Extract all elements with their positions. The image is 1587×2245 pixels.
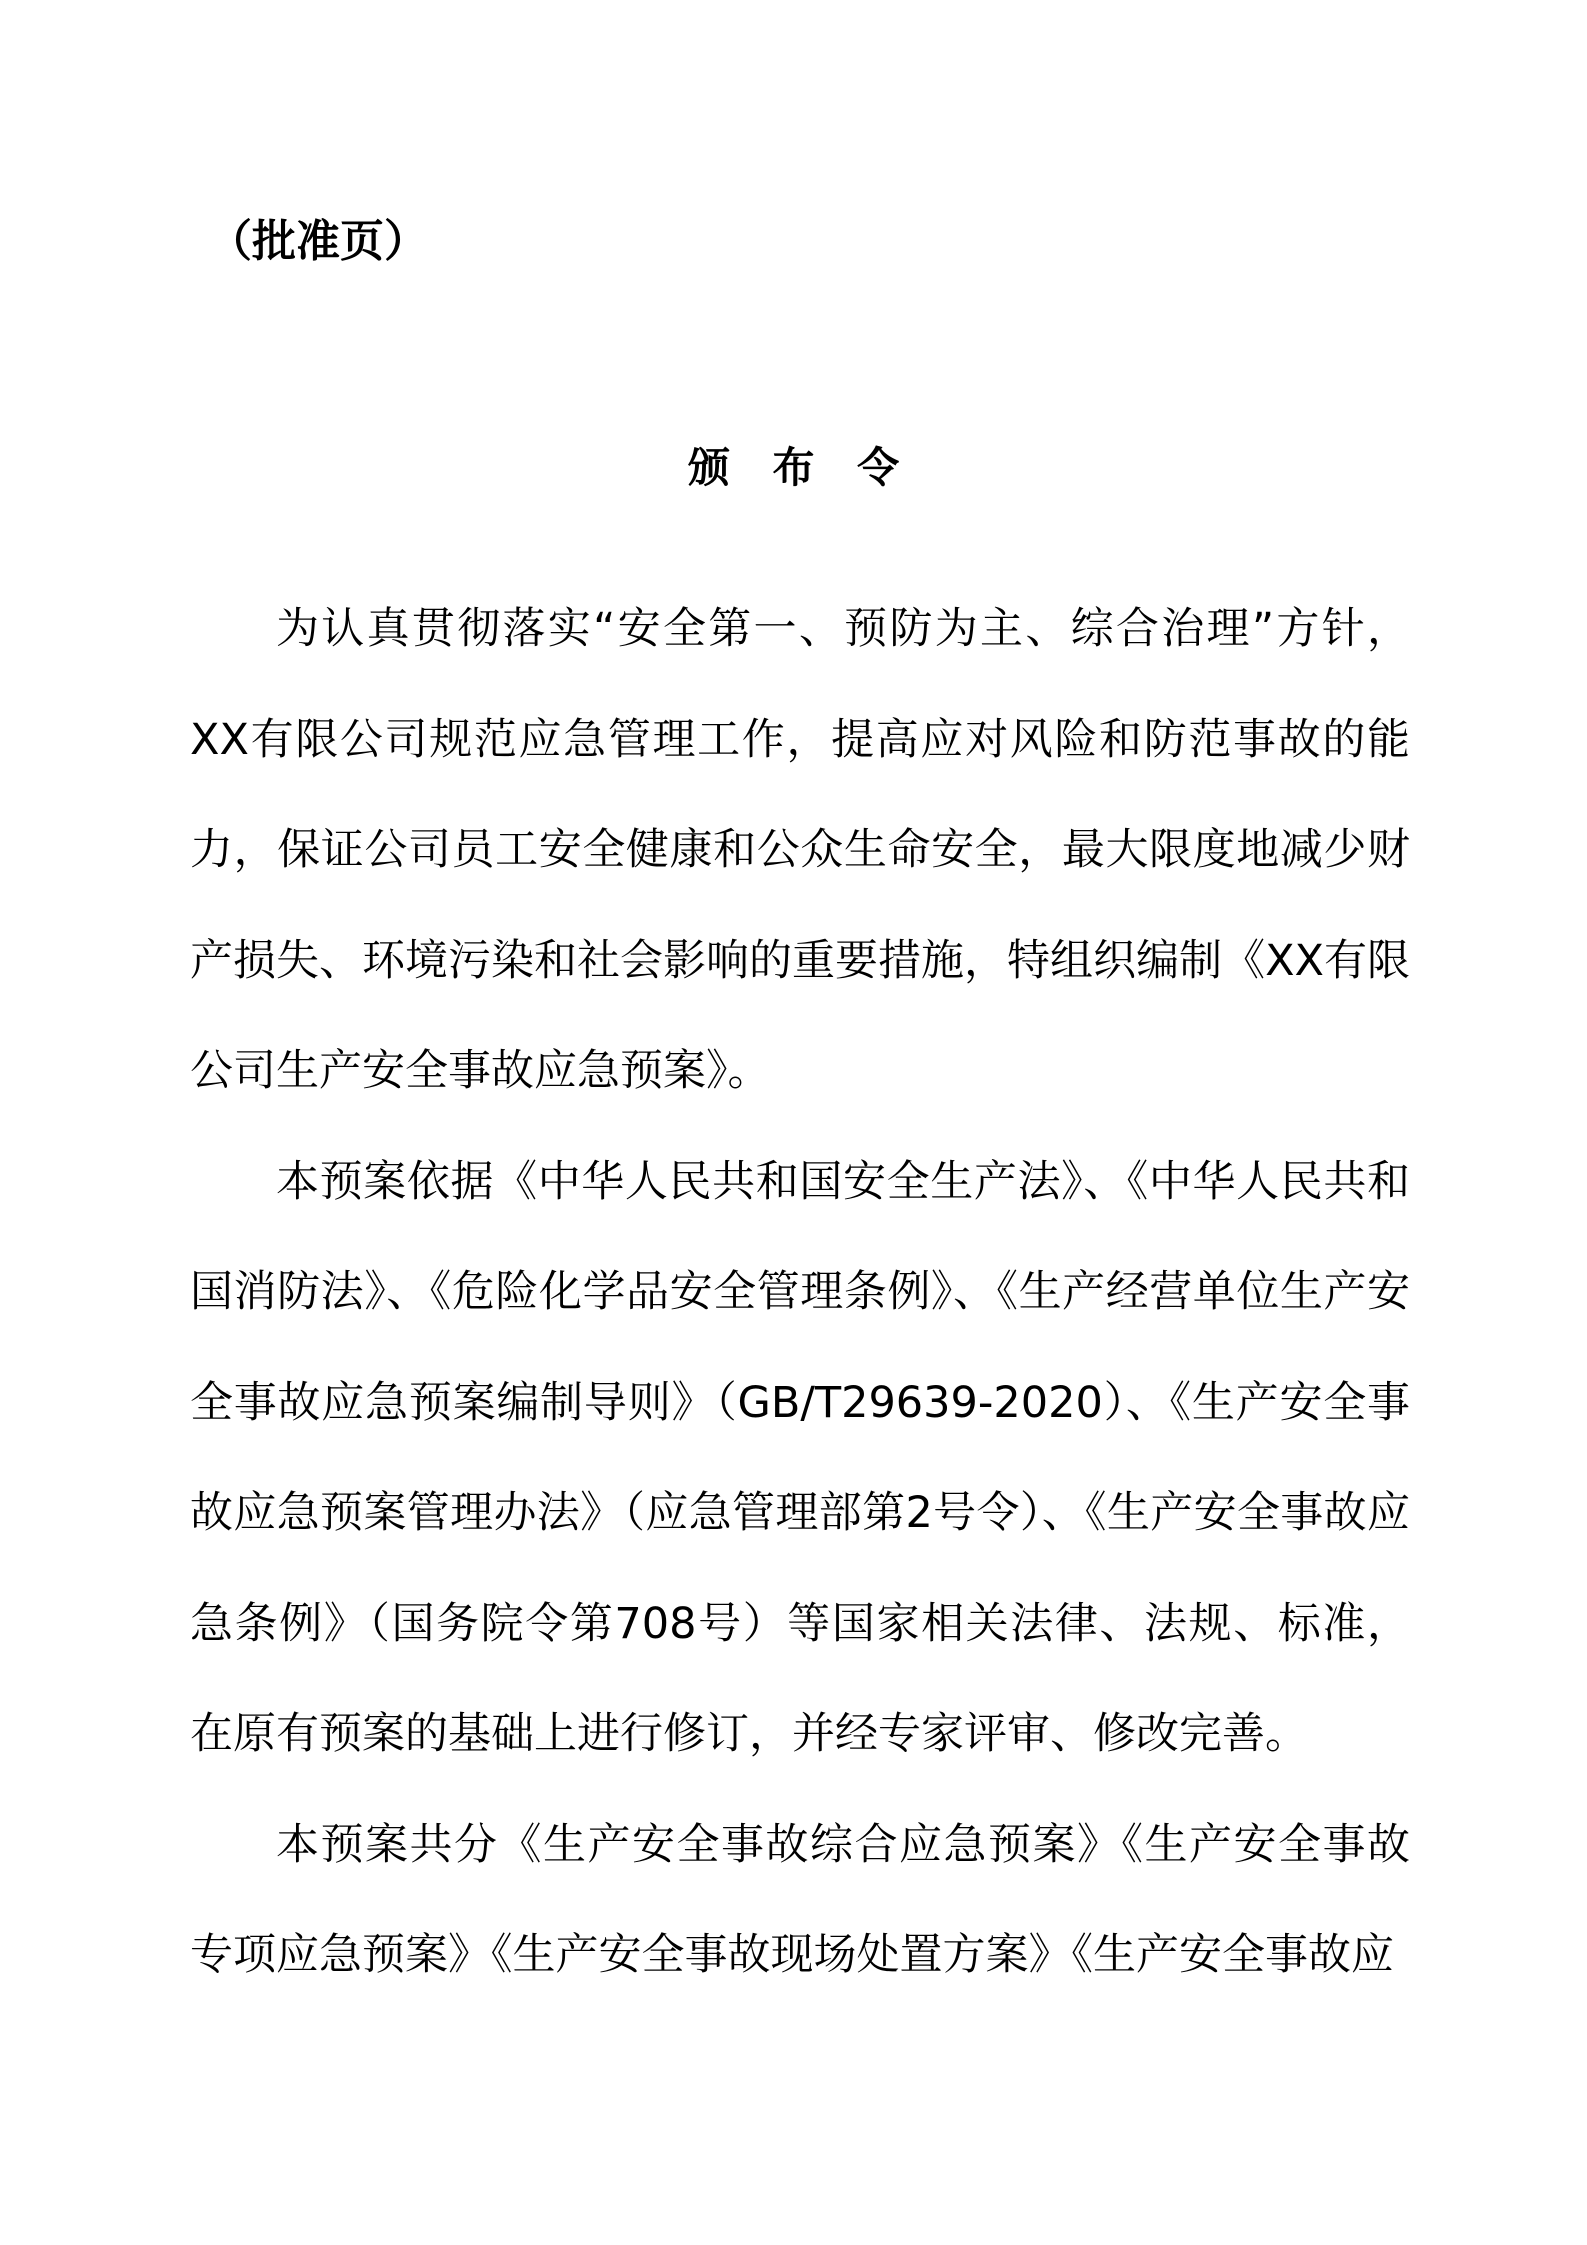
document-body [190, 574, 1410, 2011]
paragraph-purpose: 为认真贯彻落实“安全第一、预防为主、综合治理”方针，XX有限公司规范应急管理工作，提高应对风险和防范事故的能力，保证公司员工安全健康和公众生命安全，最大限度地减少财产损失、环境污染和社会影响的重要措施，特组织编制《XX有限公司生产安全事故应急预案》。 [190, 604, 1410, 1096]
document-title: 颁 布 令 [687, 443, 914, 492]
approval-page-label: （批准页） [208, 216, 428, 267]
paragraph-legal-basis: 本预案依据《中华人民共和国安全生产法》、《中华人民共和国消防法》、《危险化学品安全管理条例》、《生产经营单位生产安全事故应急预案编制导则》（GB/T29639-2020）、《生产安全事故应急预案管理办法》（应急管理部第2号令）、《生产安全事故应急条例》（国务院令第708号）等国家相关法律、法规、标准，在原有预案的基础上进行修订，并经专家评审、修改完善。 [190, 1156, 1410, 1759]
paragraph-plan-composition: 本预案共分《生产安全事故综合应急预案》《生产安全事故专项应急预案》《生产安全事故现场处置方案》《生产安全事故应 [190, 1819, 1410, 1980]
